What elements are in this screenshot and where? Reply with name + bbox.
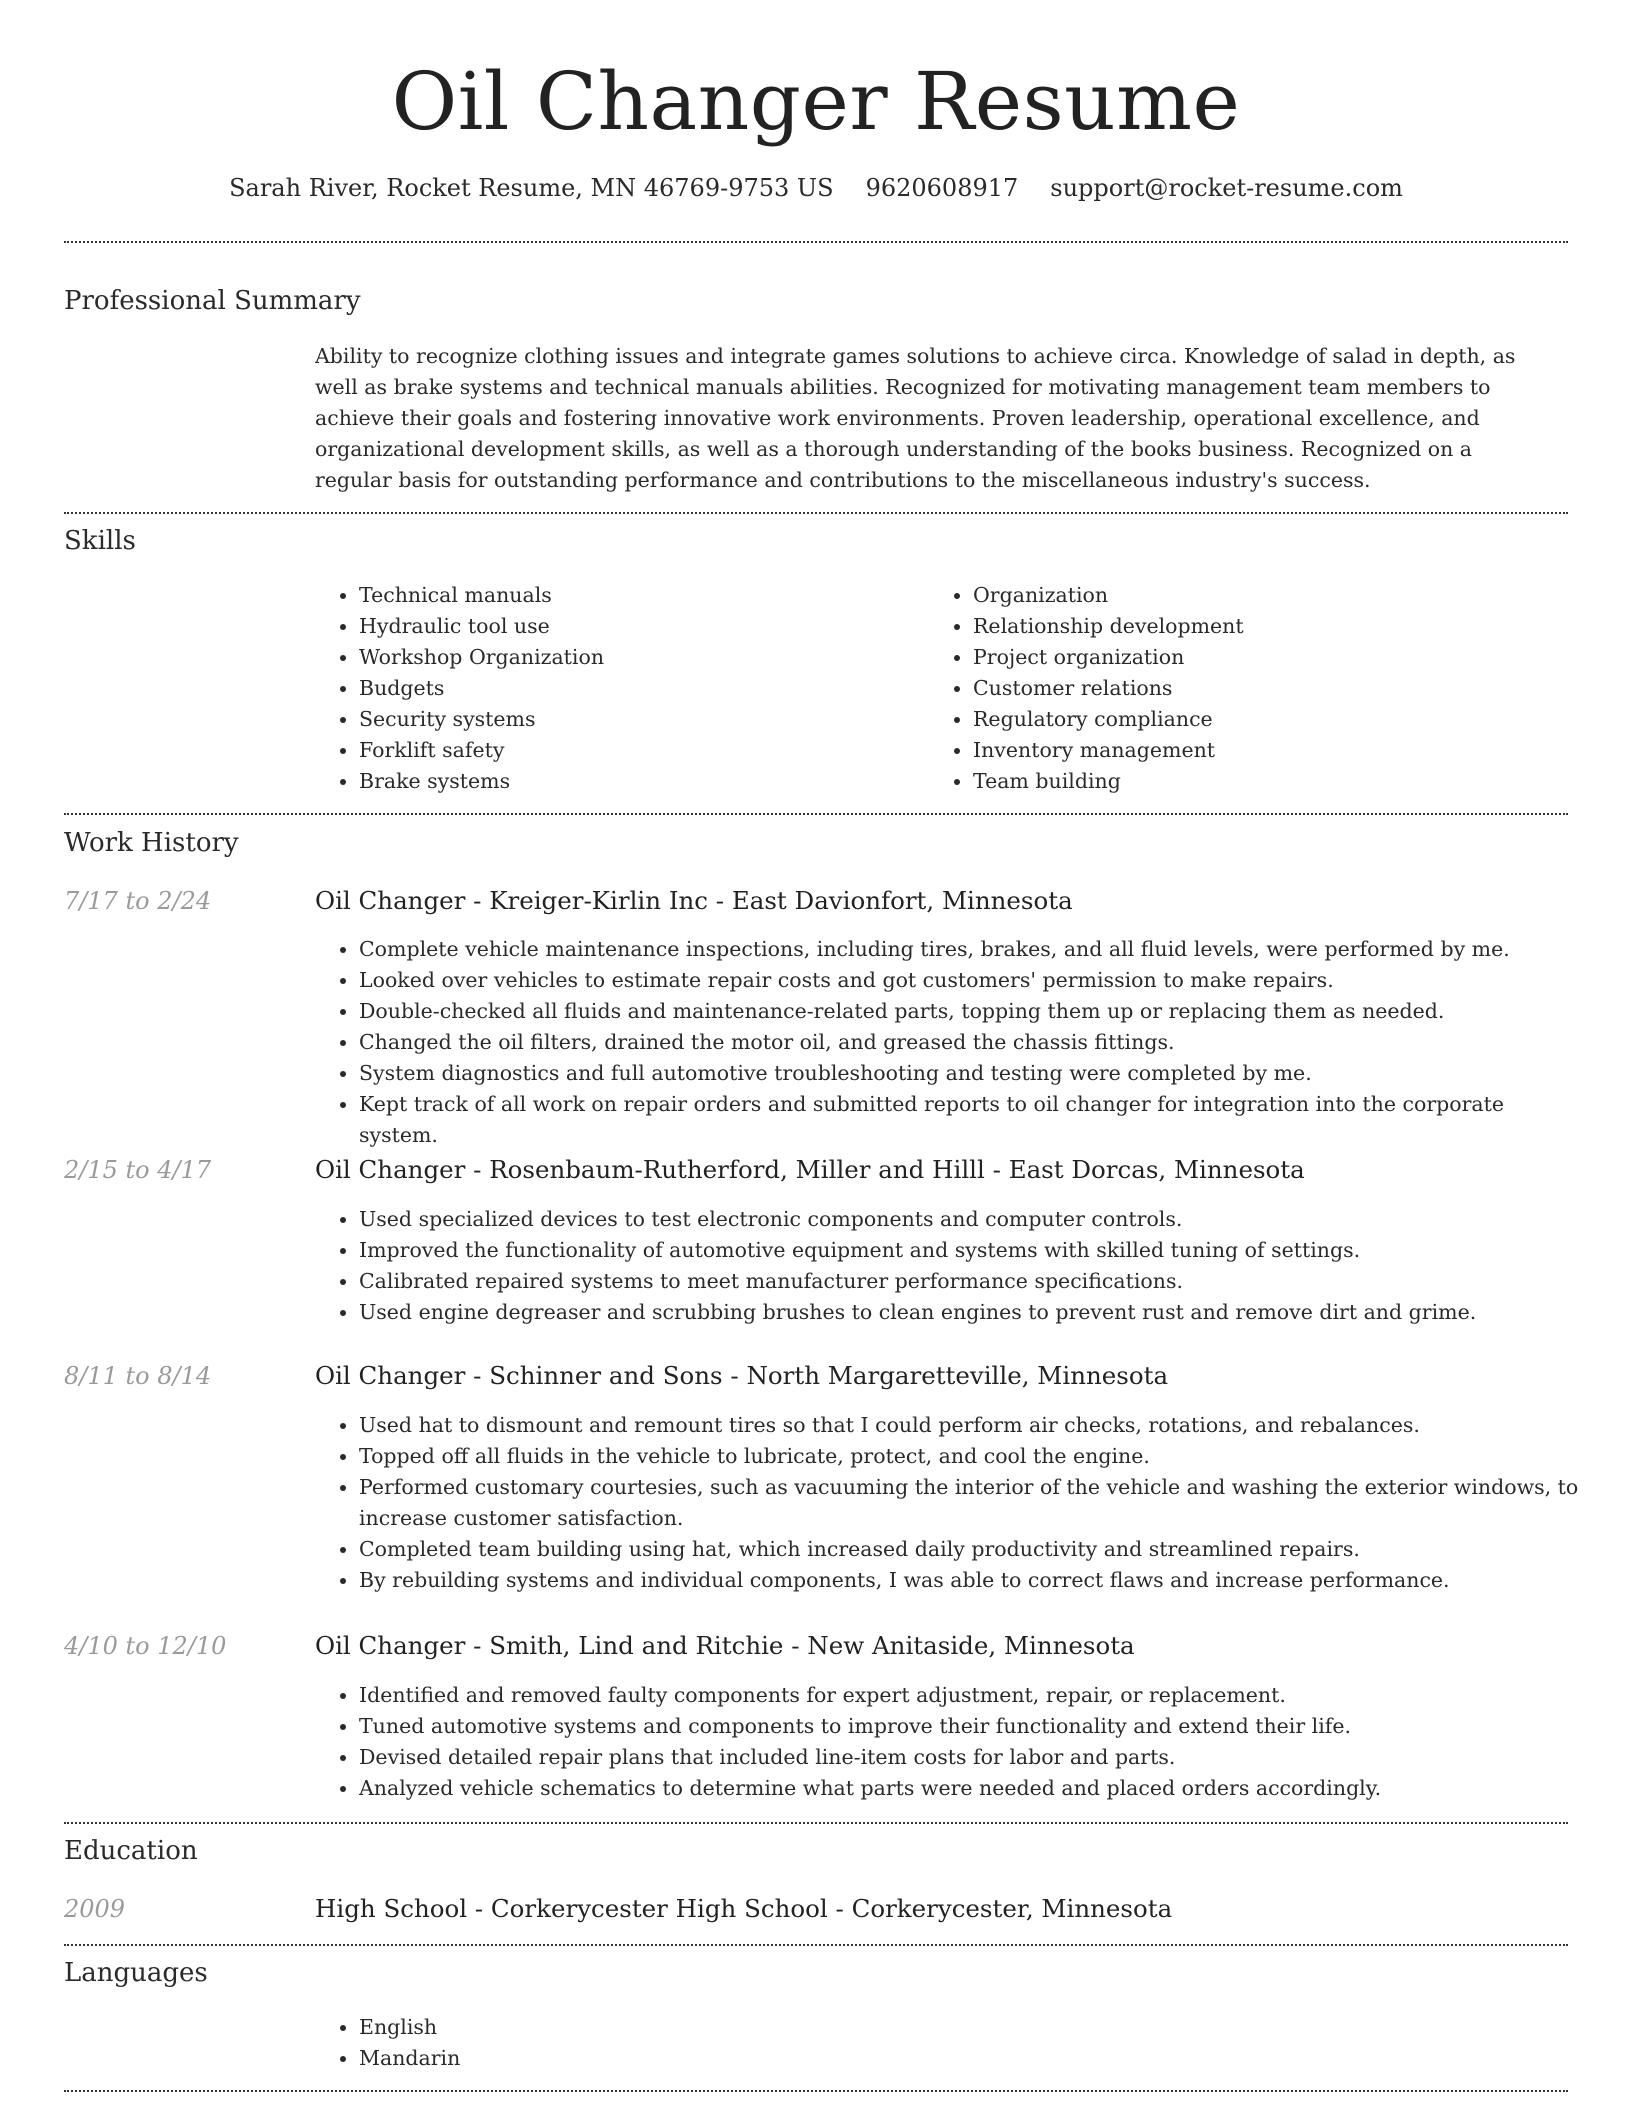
list-item: • Improved the functionality of automotive equipment and systems with skilled tuning of settings. [359, 1235, 1589, 1266]
list-item: • Changed the oil filters, drained the motor oil, and greased the chassis fittings. [359, 1027, 1589, 1058]
education-heading: Education [64, 1836, 198, 1866]
skills-heading: Skills [64, 526, 136, 556]
job-bullets [330, 1410, 1589, 1596]
divider [64, 2090, 1568, 2092]
list-item: • Complete vehicle maintenance inspections, including tires, brakes, and all fluid levels, were performed by me. [359, 934, 1589, 965]
divider [64, 512, 1568, 514]
job-date: 4/10 to 12/10 [64, 1632, 227, 1660]
job-title: Oil Changer - Rosenbaum-Rutherford, Miller and Hilll - East Dorcas, Minnesota [315, 1155, 1305, 1184]
job-bullets [330, 1204, 1589, 1328]
job-title: Oil Changer - Kreiger-Kirlin Inc - East Davionfort, Minnesota [315, 886, 1073, 915]
list-item: • Technical manuals [359, 580, 919, 611]
list-item: • Used specialized devices to test electronic components and computer controls. [359, 1204, 1589, 1235]
resume-title: Oil Changer Resume [391, 55, 1241, 148]
contact-email[interactable]: support@rocket-resume.com [1050, 174, 1403, 202]
list-item: • Used engine degreaser and scrubbing brushes to clean engines to prevent rust and remove dirt and grime. [359, 1297, 1589, 1328]
list-item: • Performed customary courtesies, such as vacuuming the interior of the vehicle and washing the exterior windows, to increase customer satisfaction. [359, 1472, 1589, 1534]
skills-list-right [944, 580, 1573, 797]
list-item: • Mandarin [359, 2043, 959, 2074]
contact-phone: 9620608917 [865, 174, 1019, 202]
languages-list [330, 2012, 959, 2074]
summary-heading: Professional Summary [64, 286, 361, 316]
contact-address: Sarah River, Rocket Resume, MN 46769-9753 US [229, 174, 834, 202]
list-item: • Devised detailed repair plans that included line-item costs for labor and parts. [359, 1742, 1589, 1773]
summary-text: Ability to recognize clothing issues and integrate games solutions to achieve circa. Knowledge of salad in depth, as well as brake systems and technical manuals abilities. Recognized for motivating management team members to achieve their goals and fostering innovative work environments. Proven leadership, operational excellence, and organizational development skills, as well as a thorough understanding of the books business. Recognized on a regular basis for outstanding performance and contributions to the miscellaneous industry's success. [315, 344, 1516, 492]
list-item: • System diagnostics and full automotive troubleshooting and testing were completed by me. [359, 1058, 1589, 1089]
languages-heading: Languages [64, 1958, 208, 1988]
list-item: • By rebuilding systems and individual components, I was able to correct flaws and increase performance. [359, 1565, 1589, 1596]
list-item: • Tuned automotive systems and components to improve their functionality and extend their life. [359, 1711, 1589, 1742]
list-item: • Topped off all fluids in the vehicle to lubricate, protect, and cool the engine. [359, 1441, 1589, 1472]
education-entry: High School - Corkerycester High School - Corkerycester, Minnesota [315, 1894, 1173, 1923]
list-item: • Double-checked all fluids and maintenance-related parts, topping them up or replacing them as needed. [359, 996, 1589, 1027]
list-item: • Organization [973, 580, 1573, 611]
list-item: • English [359, 2012, 959, 2043]
list-item: • Brake systems [359, 766, 919, 797]
list-item: • Inventory management [973, 735, 1573, 766]
list-item: • Forklift safety [359, 735, 919, 766]
list-item: • Hydraulic tool use [359, 611, 919, 642]
job-date: 8/11 to 8/14 [64, 1362, 212, 1390]
work-heading: Work History [64, 828, 239, 858]
list-item: • Team building [973, 766, 1573, 797]
list-item: • Regulatory compliance [973, 704, 1573, 735]
divider [64, 1944, 1568, 1946]
list-item: • Kept track of all work on repair orders and submitted reports to oil changer for integration into the corporate system. [359, 1089, 1589, 1151]
divider [64, 813, 1568, 815]
list-item: • Customer relations [973, 673, 1573, 704]
job-bullets [330, 934, 1589, 1151]
list-item: • Relationship development [973, 611, 1573, 642]
list-item: • Budgets [359, 673, 919, 704]
list-item: • Workshop Organization [359, 642, 919, 673]
list-item: • Identified and removed faulty components for expert adjustment, repair, or replacement. [359, 1680, 1589, 1711]
list-item: • Completed team building using hat, which increased daily productivity and streamlined repairs. [359, 1534, 1589, 1565]
job-date: 2/15 to 4/17 [64, 1156, 212, 1184]
education-date: 2009 [64, 1895, 126, 1923]
list-item: • Analyzed vehicle schematics to determine what parts were needed and placed orders accordingly. [359, 1773, 1589, 1804]
job-bullets [330, 1680, 1589, 1804]
list-item: • Calibrated repaired systems to meet manufacturer performance specifications. [359, 1266, 1589, 1297]
list-item: • Project organization [973, 642, 1573, 673]
divider [64, 1822, 1568, 1824]
job-title: Oil Changer - Schinner and Sons - North Margaretteville, Minnesota [315, 1361, 1169, 1390]
divider [64, 241, 1568, 243]
contact-line [0, 170, 1632, 206]
job-title: Oil Changer - Smith, Lind and Ritchie - New Anitaside, Minnesota [315, 1631, 1135, 1660]
list-item: • Used hat to dismount and remount tires so that I could perform air checks, rotations, and rebalances. [359, 1410, 1589, 1441]
skills-list-left [330, 580, 919, 797]
list-item: • Looked over vehicles to estimate repair costs and got customers' permission to make repairs. [359, 965, 1589, 996]
job-date: 7/17 to 2/24 [64, 887, 212, 915]
list-item: • Security systems [359, 704, 919, 735]
